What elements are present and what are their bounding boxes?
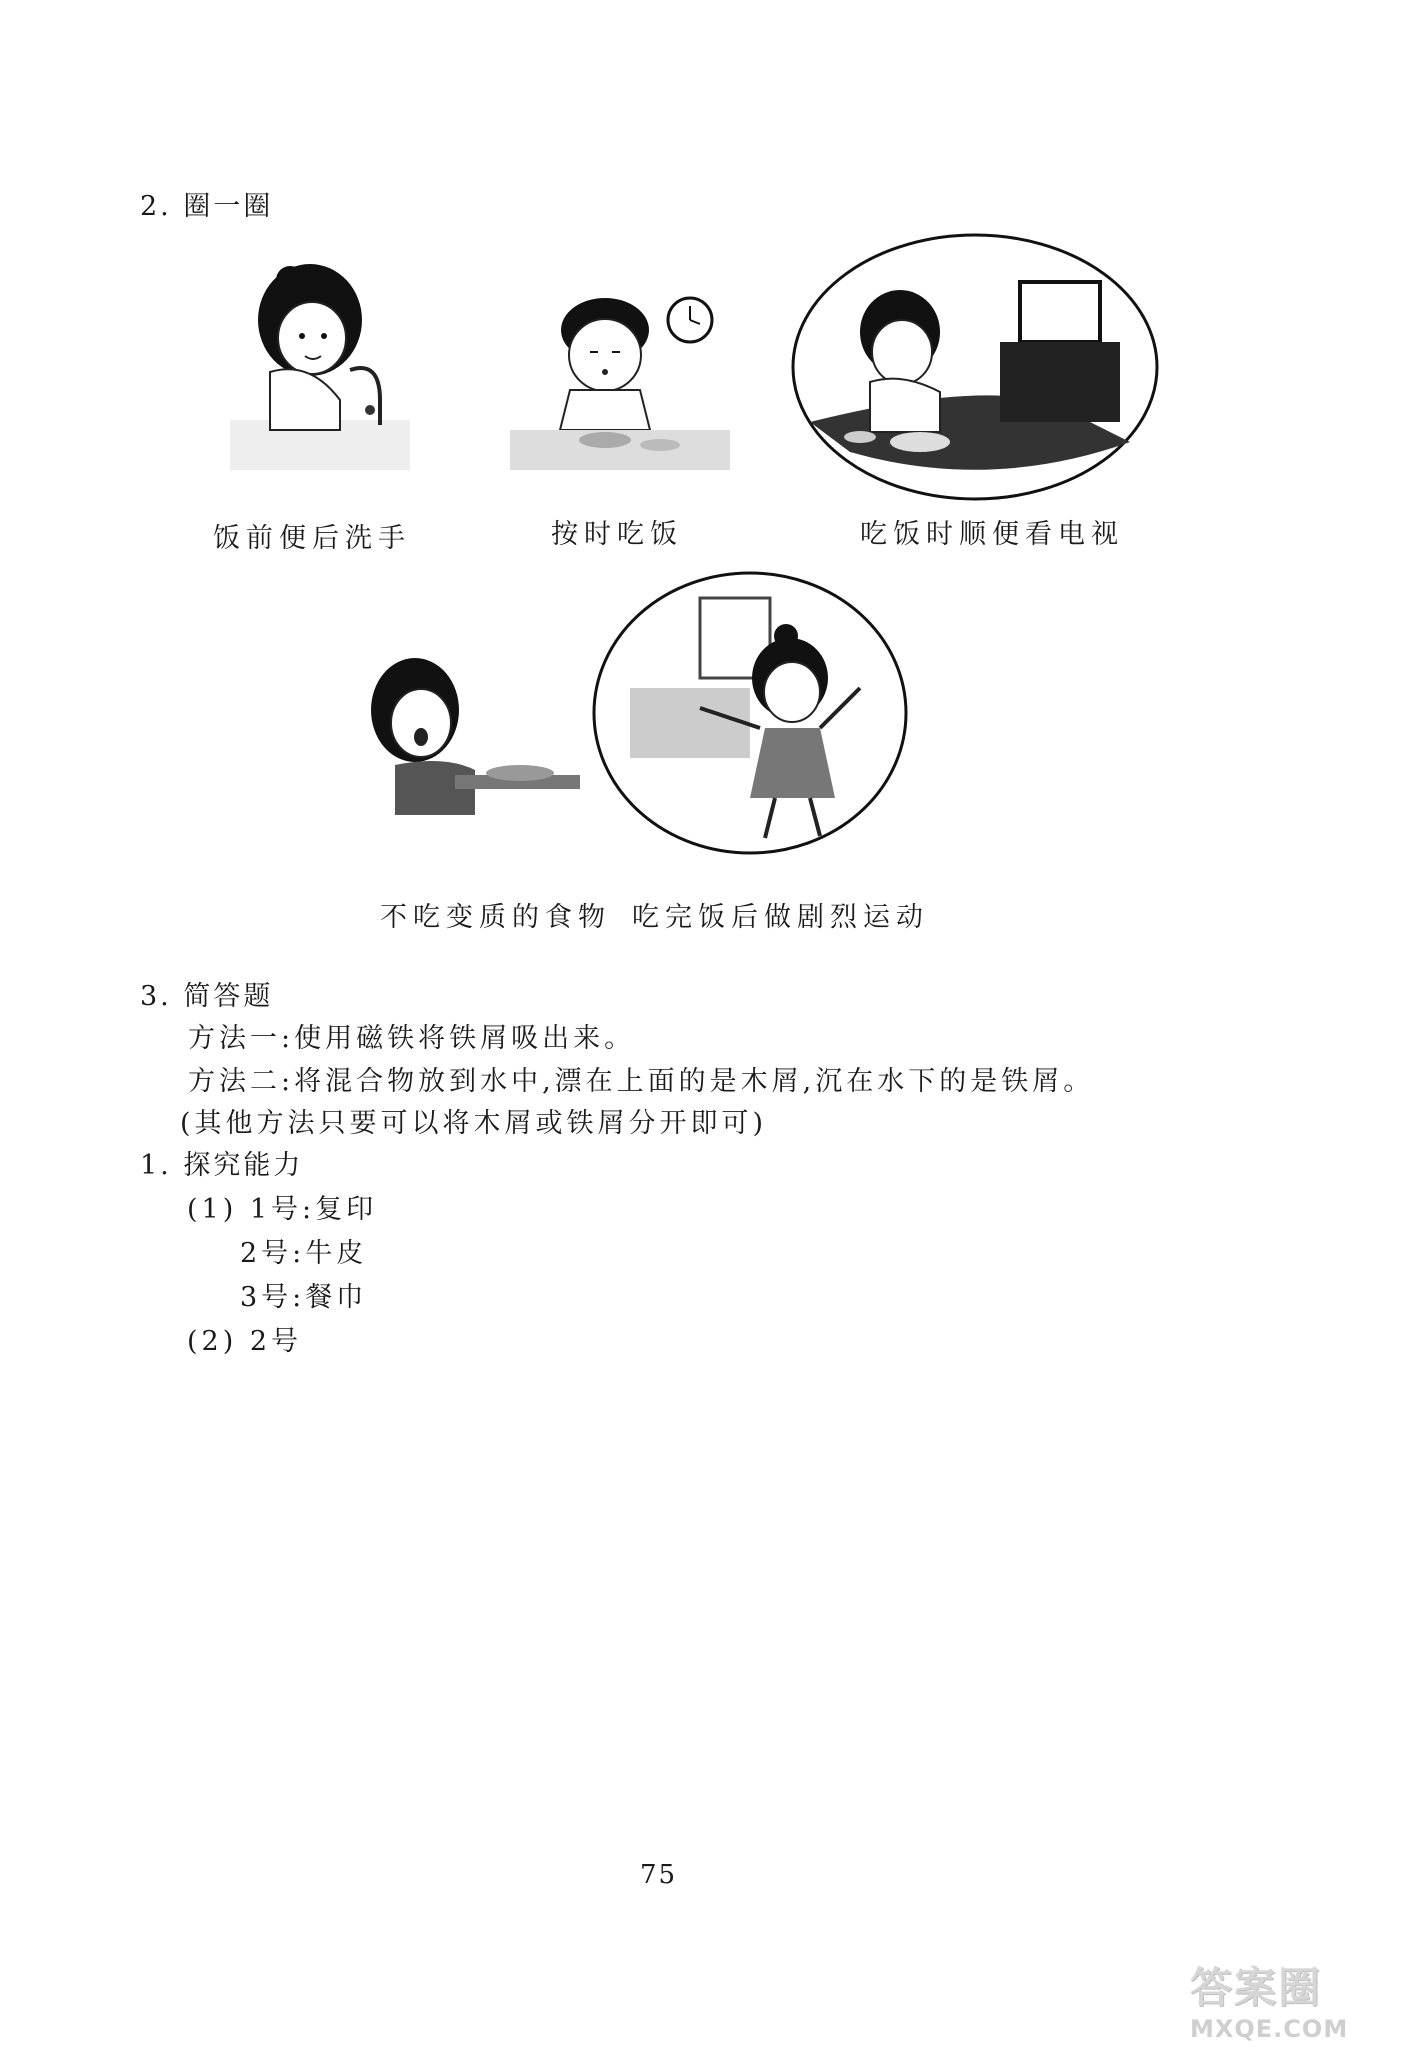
section-heading-circle: 2. 圈一圈 bbox=[140, 191, 274, 222]
answer-item-3: 3号:餐巾 bbox=[240, 1282, 368, 1313]
caption-no-spoiled-food: 不吃变质的食物 bbox=[380, 902, 611, 933]
watermark-brand: 答案圈 bbox=[1190, 1963, 1323, 2012]
caption-watch-tv: 吃饭时顺便看电视 bbox=[860, 519, 1124, 550]
caption-eat-on-time: 按时吃饭 bbox=[551, 519, 683, 550]
exercise-after-meal-illustration bbox=[590, 568, 910, 858]
page-number: 75 bbox=[640, 1860, 678, 1890]
answer-note: (其他方法只要可以将木屑或铁屑分开即可) bbox=[180, 1108, 768, 1139]
answer-item-1: (1) 1号:复印 bbox=[187, 1194, 378, 1225]
caption-exercise-after-meal: 吃完饭后做剧烈运动 bbox=[632, 902, 929, 933]
watermark-logo bbox=[1190, 1955, 1390, 2055]
handwashing-illustration bbox=[230, 260, 410, 470]
watch-tv-illustration bbox=[790, 232, 1160, 502]
section-heading-inquiry: 1. 探究能力 bbox=[140, 1150, 304, 1181]
spoiled-food-illustration bbox=[355, 655, 580, 825]
answer-item-2: 2号:牛皮 bbox=[240, 1238, 368, 1269]
answer-method-two: 方法二:将混合物放到水中,漂在上面的是木屑,沉在水下的是铁屑。 bbox=[188, 1066, 1095, 1097]
section-heading-short-answer: 3. 简答题 bbox=[140, 981, 274, 1012]
answer-method-one: 方法一:使用磁铁将铁屑吸出来。 bbox=[188, 1023, 636, 1054]
caption-wash-hands: 饭前便后洗手 bbox=[213, 523, 411, 554]
watermark-url: MXQE.COM bbox=[1190, 2015, 1349, 2043]
eat-on-time-illustration bbox=[510, 290, 730, 470]
answer-part-2: (2) 2号 bbox=[187, 1326, 303, 1357]
